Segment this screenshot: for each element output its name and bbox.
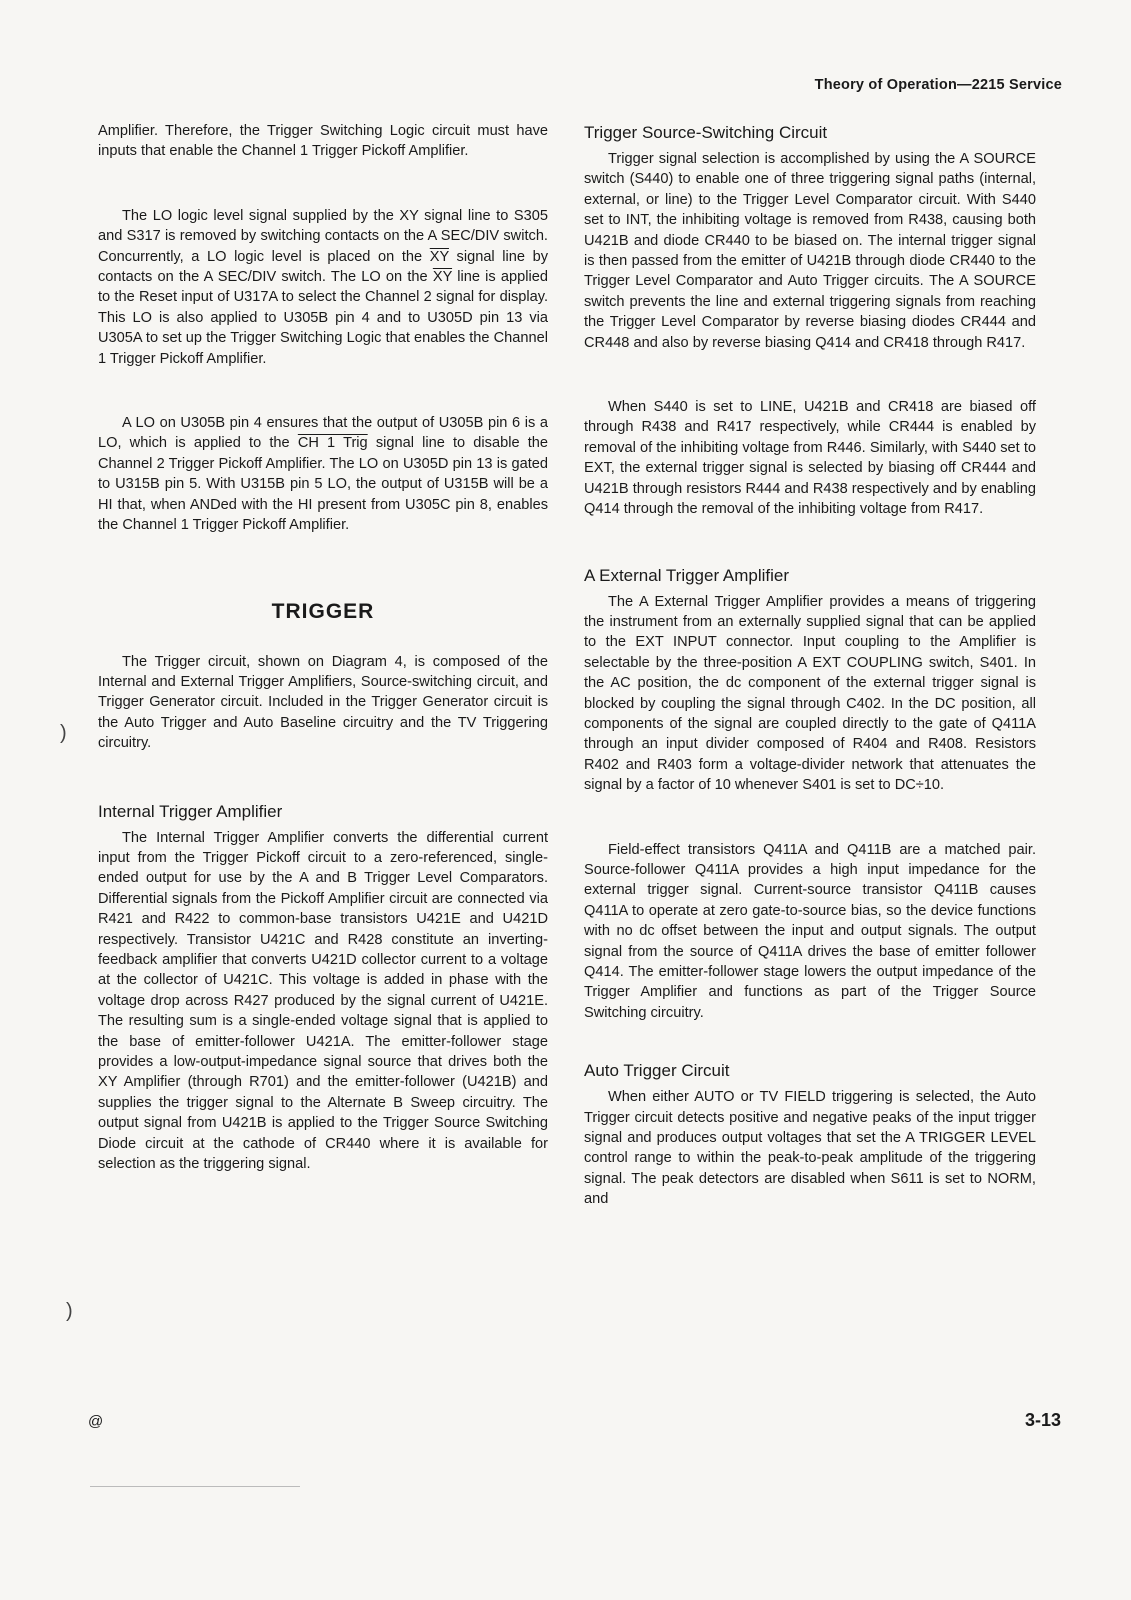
right-paragraph-3: The A External Trigger Amplifier provides a means of triggering the instrument from an externally supplied signal that can be applied to the EXT INPUT connector. Input coupling to the Amplifier is selectable by the three-position A EXT COUPLING switch, S401. In the AC position, the dc component of the external trigger signal is blocked by coupling the signal through C402. In the DC position, all components of the signal are coupled directly to the gate of Q411A through an input divider composed of R404 and R408. Resistors R402 and R403 form a voltage-divider network that attenuates the signal by a factor of 10 whenever S401 is set to DC÷10. — [584, 593, 1036, 794]
heading-auto-trigger-circuit: Auto Trigger Circuit — [584, 1061, 730, 1081]
scan-artifact-line — [90, 1486, 300, 1487]
left-paragraph-1: Amplifier. Therefore, the Trigger Switching Logic circuit must have inputs that enable the Channel 1 Trigger Pickoff Amplifier. — [98, 123, 548, 160]
xy-overline-1: $\overline{XY}$ — [429, 248, 449, 265]
page-number: 3-13 — [1024, 1410, 1061, 1430]
left-column — [98, 121, 548, 1174]
right-column — [584, 121, 1036, 1210]
right-paragraph-2: When S440 is set to LINE, U421B and CR418 are biased off through R438 and R417 respectively, while CR444 is enabled by removal of the inhibiting voltage from R446. Similarly, with S440 set to EXT, the external trigger signal is selected by biasing off CR444 and U421B through resistors R444 and R438 respectively and by enabling Q414 through the removal of the inhibiting voltage from R417. — [584, 399, 1036, 518]
margin-bracket-top: ) — [60, 722, 67, 744]
margin-bracket-bottom: ) — [66, 1300, 73, 1322]
right-paragraph-4: Field-effect transistors Q411A and Q411B are a matched pair. Source-follower Q411A provides a high input impedance for the external trigger signal. Current-source transistor Q411B causes Q411A to operate at zero gate-to-source bias, so the device functions with no dc offset between the input and output signals. The output signal from the source of Q411A drives the base of emitter follower Q414. The emitter-follower stage lowers the output impedance of the Trigger Amplifier and functions as part of the Trigger Source Switching circuitry. — [584, 841, 1036, 1021]
right-paragraph-1: Trigger signal selection is accomplished by using the A SOURCE switch (S440) to enable one of three triggering signal paths (internal, external, or line) to the Trigger Level Comparator circuit. With S440 set to INT, the inhibiting voltage is removed from R438, causing both U421B and diode CR440 to be biased on. The internal trigger signal is then passed from the emitter of U421B through diode CR440 to the Trigger Level Comparator and Auto Trigger circuits. The A SOURCE switch prevents the line and external triggering signals from reaching the Trigger Level Comparator by reverse biasing diodes CR444 and CR448 and also by reverse biasing Q414 and CR418 through R417. — [584, 151, 1036, 351]
right-paragraph-5: When either AUTO or TV FIELD triggering is selected, the Auto Trigger circuit detects positive and negative peaks of the input trigger signal and produces output voltages that set the A TRIGGER LEVEL control range to within the peak-to-peak amplitude of the triggering signal. The peak detectors are disabled when S611 is set to NORM, and — [584, 1089, 1036, 1208]
trigger-section-heading: TRIGGER — [271, 599, 375, 623]
heading-trigger-source-switching: Trigger Source-Switching Circuit — [584, 123, 828, 142]
footer-copyright-mark: @ — [88, 1413, 104, 1430]
left-paragraph-2: The LO logic level signal supplied by the XY signal line to S305 and S317 is removed by switching contacts on the A SEC/DIV switch. Concurrently, a LO logic level is placed on the $\overline{XY}$ signal line by contacts on the A SEC/DIV switch. The LO on the $\overline{XY}$ line is applied to the Reset input of U317A to select the Channel 2 signal for display. This LO is also applied to U305B pin 4 and to U305D pin 13 via U305A to set up the Trigger Switching Logic that enables the Channel 1 Trigger Pickoff Amplifier. — [98, 207, 548, 367]
left-paragraph-5: The Internal Trigger Amplifier converts the differential current input from the Trigger Pickoff circuit to a zero-referenced, single-ended output for use by the A and B Trigger Level Comparators. Differential signals from the Pickoff Amplifier circuit are connected via R421 and R422 to common-base transistors U421E and U421D respectively. Transistor U421C and R428 constitute an inverting-feedback amplifier that converts U421D collector current to a voltage at the collector of U421C. This voltage is added in phase with the voltage drop across R427 produced by the signal current of U421E. The resulting sum is a single-ended voltage signal that is applied to the base of emitter-follower U421A. The emitter-follower stage provides a low-output-impedance signal source that drives both the XY Amplifier (through R701) and the emitter-follower (U421B) and supplies the trigger signal to the Alternate B Sweep circuitry. The output signal from U421B is applied to the Trigger Source Switching Diode circuit at the cathode of CR440 where it is available for selection as the triggering signal. — [98, 829, 548, 1173]
running-head: Theory of Operation—2215 Service — [814, 77, 1062, 93]
left-paragraph-3: A LO on U305B pin 4 ensures that the output of U305B pin 6 is a LO, which is applied to the CH 1 Trig signal line to disable the Channel 2 Trigger Pickoff Amplifier. The LO on U305D pin 13 is gated to U315B pin 5. With U315B pin 5 LO, the output of U315B will be a HI that, when ANDed with the HI present from U305C pin 8, enables the Channel 1 Trigger Pickoff Amplifier. — [98, 415, 548, 534]
heading-internal-trigger-amplifier: Internal Trigger Amplifier — [98, 801, 283, 821]
xy-overline-2: $\overline{XY}$ — [432, 269, 453, 286]
heading-a-external-trigger-amplifier: A External Trigger Amplifier — [584, 565, 790, 585]
left-paragraph-4: The Trigger circuit, shown on Diagram 4, is composed of the Internal and External Trigger Amplifiers, Source-switching circuit, and Trigger Generator circuit. Included in the Trigger Generator circuit is the Auto Trigger and Auto Baseline circuitry and the TV Triggering circuitry. — [98, 653, 548, 752]
ch1-trig-overline: CH 1 Trig — [297, 435, 368, 452]
